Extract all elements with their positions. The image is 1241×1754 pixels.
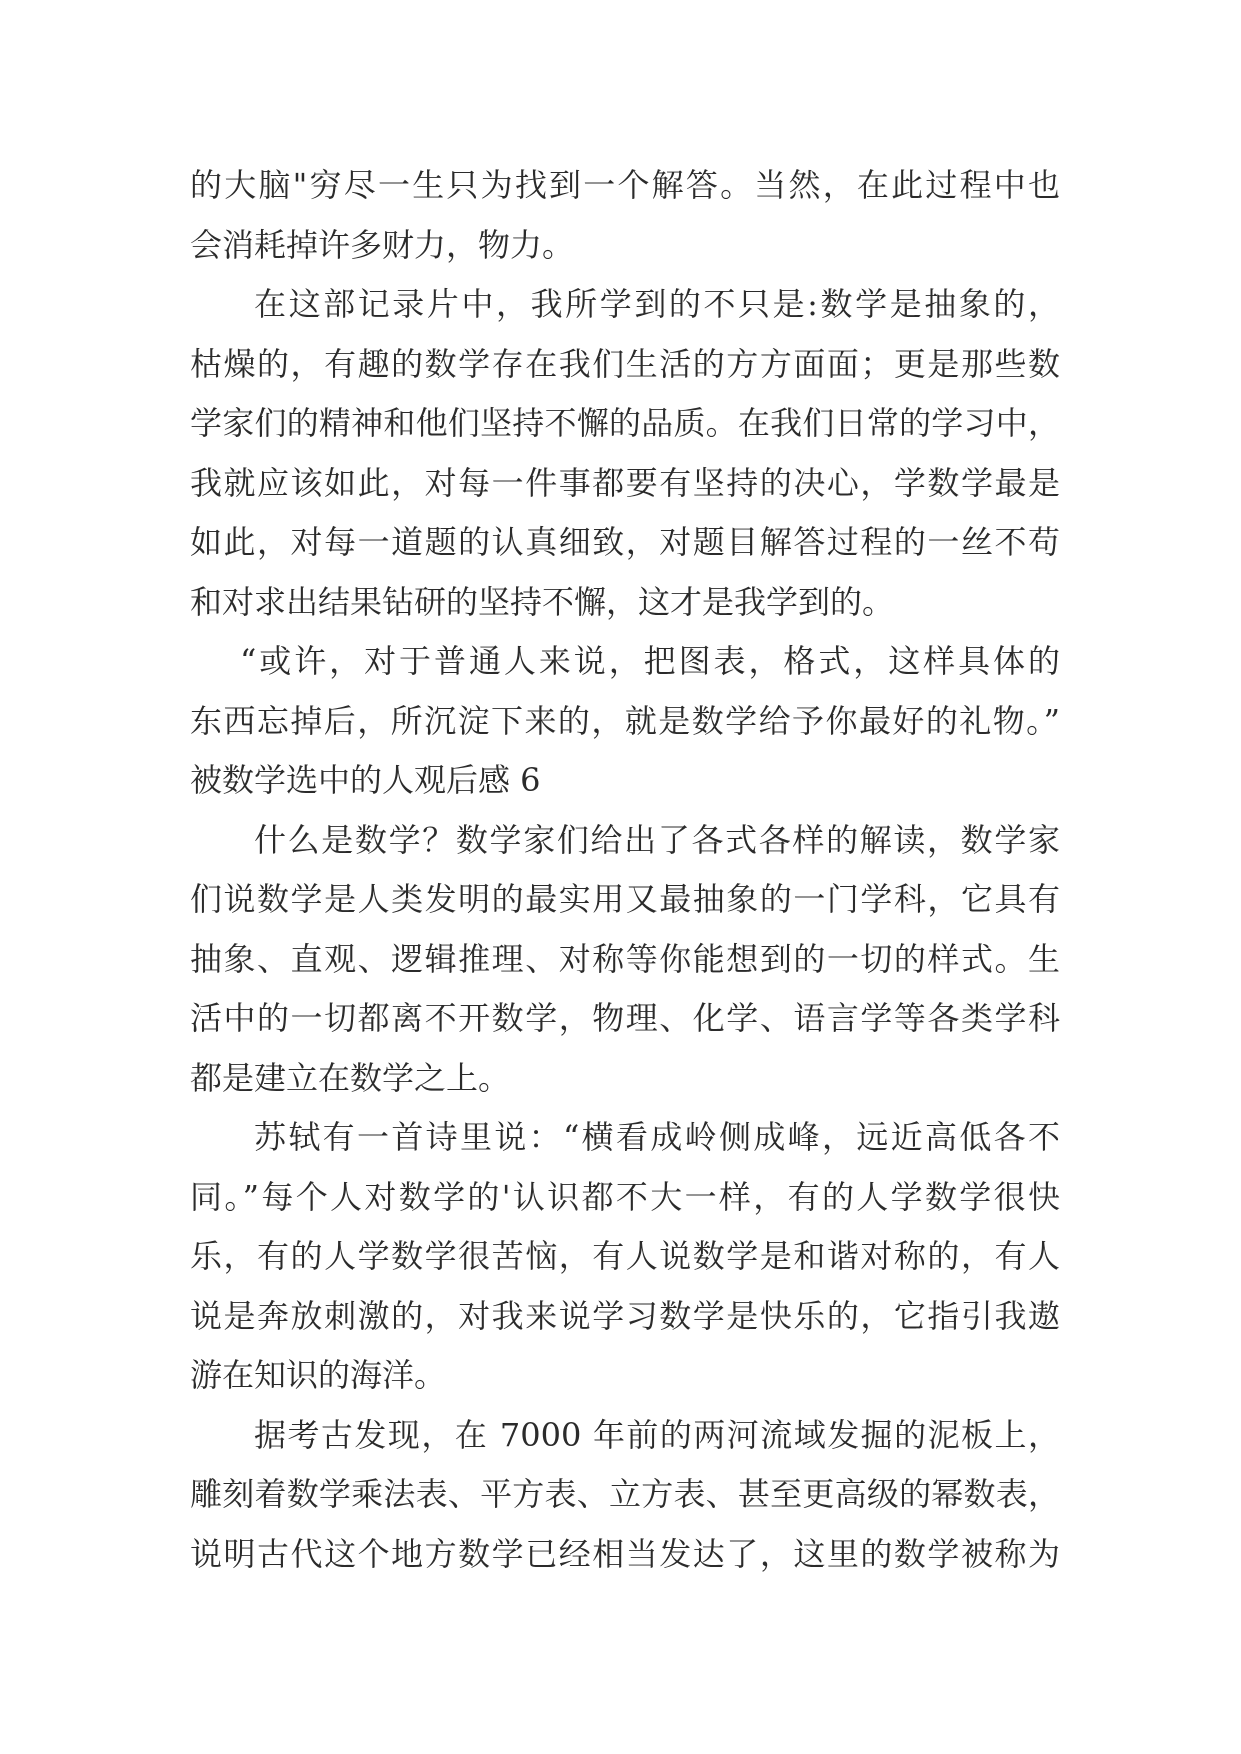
text-line: 的大脑"穷尽一生只为找到一个解答。当然，在此过程中也 <box>190 166 1060 204</box>
text-line: 游在知识的海洋。 <box>190 1356 447 1394</box>
text-line: 说是奔放刺激的，对我来说学习数学是快乐的，它指引我遨 <box>190 1296 1060 1335</box>
text-line: 枯燥的，有趣的数学存在我们生活的方方面面；更是那些数 <box>190 344 1060 383</box>
body-text <box>190 156 1060 1584</box>
paragraph-first-line: 苏轼有一首诗里说：“横看成岭侧成峰，远近高低各不 <box>254 1118 1060 1156</box>
text-line: 东西忘掉后，所沉淀下来的，就是数学给予你最好的礼物。” <box>190 701 1060 740</box>
text-line: 雕刻着数学乘法表、平方表、立方表、甚至更高级的幂数表， <box>190 1475 1060 1513</box>
paragraph-first-line: 在这部记录片中，我所学到的不只是:数学是抽象的， <box>254 285 1060 323</box>
paragraph-first-line: 据考古发现，在 7000 年前的两河流域发掘的泥板上， <box>254 1415 1060 1454</box>
text-line: 乐，有的人学数学很苦恼，有人说数学是和谐对称的，有人 <box>190 1237 1060 1275</box>
text-line: 活中的一切都离不开数学，物理、化学、语言学等各类学科 <box>190 999 1060 1037</box>
text-line: 说明古代这个地方数学已经相当发达了，这里的数学被称为 <box>190 1534 1060 1573</box>
text-line: 我就应该如此，对每一件事都要有坚持的决心，学数学最是 <box>190 463 1060 502</box>
text-line: 和对求出结果钻研的坚持不懈，这才是我学到的。 <box>190 582 895 621</box>
text-line: 抽象、直观、逻辑推理、对称等你能想到的一切的样式。生 <box>190 939 1060 978</box>
text-line: 都是建立在数学之上。 <box>190 1058 511 1097</box>
text-line: 学家们的精神和他们坚持不懈的品质。在我们日常的学习中， <box>190 404 1060 442</box>
section-heading: 被数学选中的人观后感 6 <box>190 761 541 799</box>
paragraph-first-line: “或许，对于普通人来说，把图表，格式，这样具体的 <box>240 642 1060 680</box>
text-line: 会消耗掉许多财力，物力。 <box>190 225 575 264</box>
text-line: 如此，对每一道题的认真细致，对题目解答过程的一丝不苟 <box>190 523 1060 561</box>
text-line: 们说数学是人类发明的最实用又最抽象的一门学科，它具有 <box>190 880 1060 918</box>
text-line: 同。”每个人对数学的'认识都不大一样，有的人学数学很快 <box>190 1177 1060 1216</box>
paragraph-first-line: 什么是数学？数学家们给出了各式各样的解读，数学家 <box>254 820 1060 859</box>
